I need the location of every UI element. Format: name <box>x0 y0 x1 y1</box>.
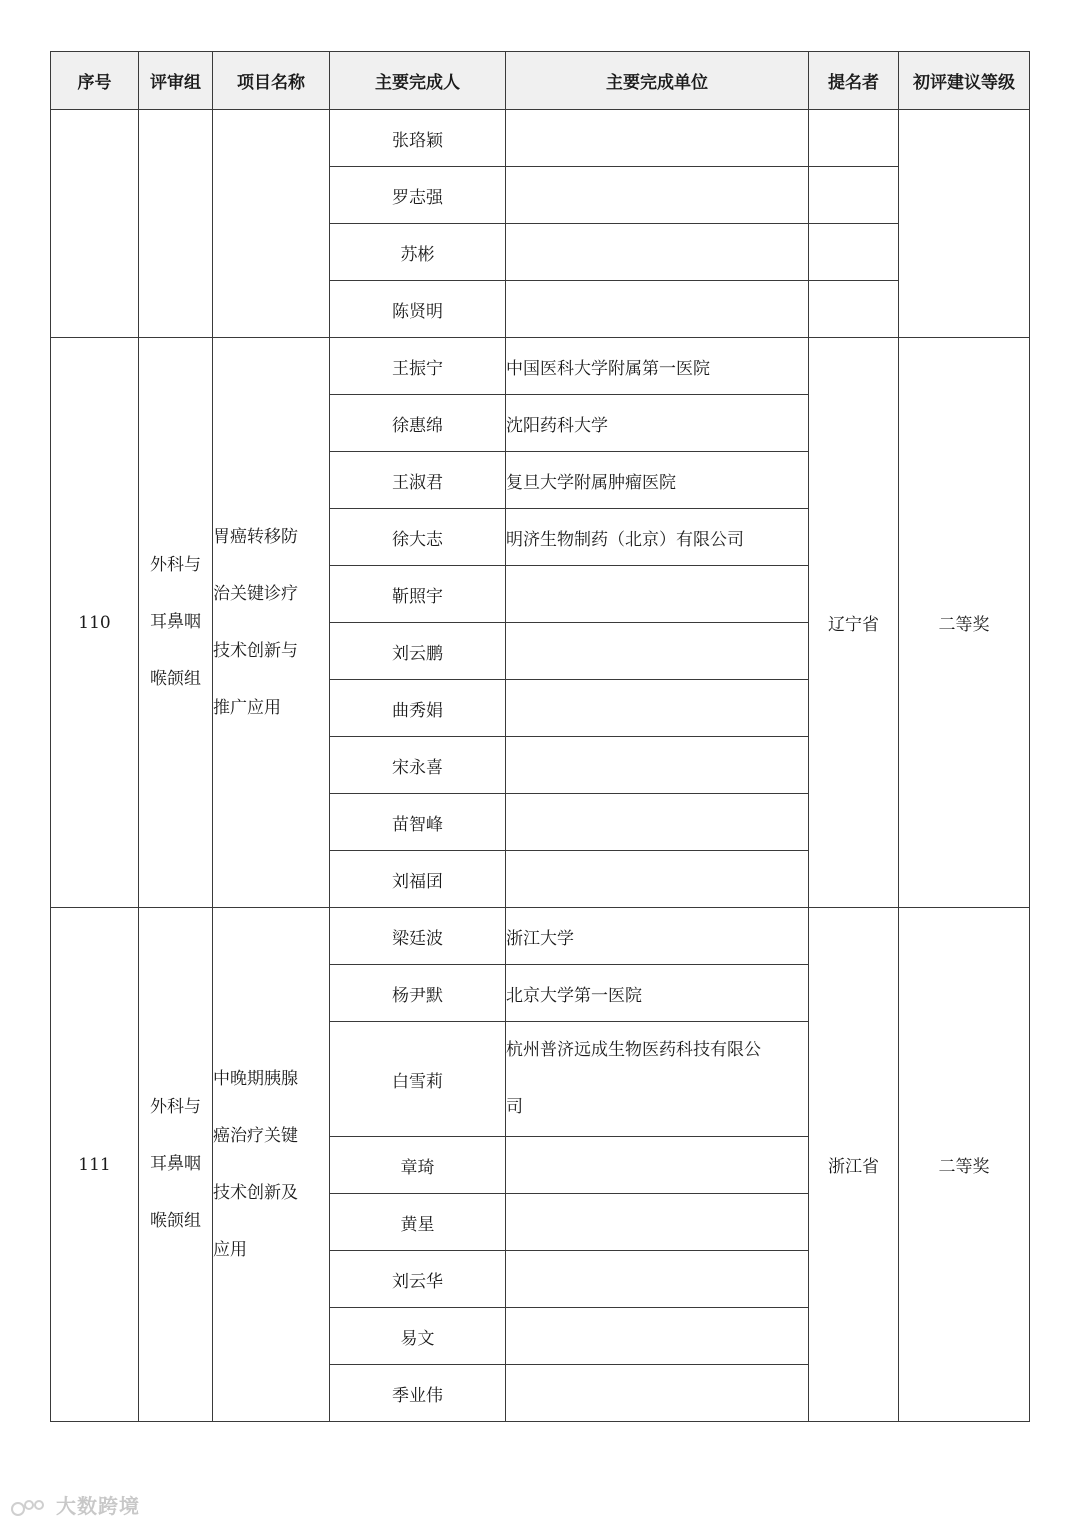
person-cell: 白雪莉 <box>330 1022 506 1137</box>
unit-cell <box>506 1137 809 1194</box>
person-cell: 苏彬 <box>330 224 506 281</box>
person-cell: 章琦 <box>330 1137 506 1194</box>
unit-cell: 沈阳药科大学 <box>506 395 809 452</box>
person-cell: 张珞颖 <box>330 110 506 167</box>
unit-cell <box>506 623 809 680</box>
table-row <box>51 110 1030 167</box>
unit-cell: 明济生物制药（北京）有限公司 <box>506 509 809 566</box>
table-row <box>51 908 1030 965</box>
person-cell: 宋永喜 <box>330 737 506 794</box>
person-cell: 王振宁 <box>330 338 506 395</box>
award-table <box>50 51 1030 1422</box>
unit-cell <box>506 737 809 794</box>
header-level: 初评建议等级 <box>899 52 1030 110</box>
project-name-line: 技术创新与 <box>213 640 298 661</box>
person-cell: 徐惠绵 <box>330 395 506 452</box>
cont-seq-cell <box>51 110 139 338</box>
unit-cell <box>506 1194 809 1251</box>
person-cell: 黄星 <box>330 1194 506 1251</box>
unit-cell <box>506 224 809 281</box>
person-cell: 陈贤明 <box>330 281 506 338</box>
group-cell <box>139 338 213 908</box>
person-cell: 易文 <box>330 1308 506 1365</box>
header-persons: 主要完成人 <box>330 52 506 110</box>
project-name-line: 胃癌转移防 <box>213 526 298 547</box>
level-cell: 二等奖 <box>899 908 1030 1422</box>
unit-cell <box>506 1022 809 1137</box>
project-name-cell <box>213 338 330 908</box>
person-cell: 季业伟 <box>330 1365 506 1422</box>
header-units: 主要完成单位 <box>506 52 809 110</box>
nominator-cell <box>809 224 899 281</box>
unit-cell <box>506 281 809 338</box>
group-line: 耳鼻咽 <box>150 1154 201 1174</box>
header-row <box>51 52 1030 110</box>
group-line: 喉颌组 <box>150 669 201 689</box>
unit-cell: 浙江大学 <box>506 908 809 965</box>
seq-cell: 111 <box>51 908 139 1422</box>
person-cell: 刘云华 <box>330 1251 506 1308</box>
project-name-line: 推广应用 <box>213 697 281 718</box>
unit-cell <box>506 110 809 167</box>
unit-line: 司 <box>506 1097 523 1117</box>
watermark-text: 大数跨境 <box>55 1494 140 1518</box>
unit-cell <box>506 1251 809 1308</box>
unit-cell <box>506 680 809 737</box>
watermark <box>10 1490 140 1519</box>
nominator-cell: 辽宁省 <box>809 338 899 908</box>
person-cell: 王淑君 <box>330 452 506 509</box>
header-project: 项目名称 <box>213 52 330 110</box>
unit-cell <box>506 566 809 623</box>
project-name-line: 治关键诊疗 <box>213 583 298 604</box>
unit-cell: 北京大学第一医院 <box>506 965 809 1022</box>
person-cell: 罗志强 <box>330 167 506 224</box>
seq-cell: 110 <box>51 338 139 908</box>
unit-cell <box>506 1365 809 1422</box>
cont-group-cell <box>139 110 213 338</box>
person-cell: 刘云鹏 <box>330 623 506 680</box>
person-cell: 杨尹默 <box>330 965 506 1022</box>
nominator-cell <box>809 110 899 167</box>
unit-line: 杭州普济远成生物医药科技有限公 <box>506 1040 761 1060</box>
project-name-line: 中晚期胰腺 <box>213 1068 298 1089</box>
nominator-cell: 浙江省 <box>809 908 899 1422</box>
person-cell: 梁廷波 <box>330 908 506 965</box>
unit-cell: 中国医科大学附属第一医院 <box>506 338 809 395</box>
group-line: 外科与 <box>150 1097 201 1117</box>
person-cell: 苗智峰 <box>330 794 506 851</box>
project-name-cell <box>213 908 330 1422</box>
watermark-logo-icon <box>10 1497 48 1519</box>
header-seq: 序号 <box>51 52 139 110</box>
unit-cell <box>506 794 809 851</box>
nominator-cell <box>809 167 899 224</box>
level-cell: 二等奖 <box>899 338 1030 908</box>
project-name-line: 技术创新及 <box>213 1182 298 1203</box>
unit-cell <box>506 851 809 908</box>
header-nominator: 提名者 <box>809 52 899 110</box>
unit-cell: 复旦大学附属肿瘤医院 <box>506 452 809 509</box>
group-line: 外科与 <box>150 555 201 575</box>
unit-cell <box>506 1308 809 1365</box>
nominator-cell <box>809 281 899 338</box>
person-cell: 靳照宇 <box>330 566 506 623</box>
person-cell: 曲秀娟 <box>330 680 506 737</box>
unit-cell <box>506 167 809 224</box>
group-line: 耳鼻咽 <box>150 612 201 632</box>
group-cell <box>139 908 213 1422</box>
cont-project-cell <box>213 110 330 338</box>
person-cell: 刘福囝 <box>330 851 506 908</box>
table-row <box>51 338 1030 395</box>
project-name-line: 癌治疗关键 <box>213 1125 298 1146</box>
header-group: 评审组 <box>139 52 213 110</box>
person-cell: 徐大志 <box>330 509 506 566</box>
project-name-line: 应用 <box>213 1239 247 1260</box>
group-line: 喉颌组 <box>150 1211 201 1231</box>
cont-level-cell <box>899 110 1030 338</box>
